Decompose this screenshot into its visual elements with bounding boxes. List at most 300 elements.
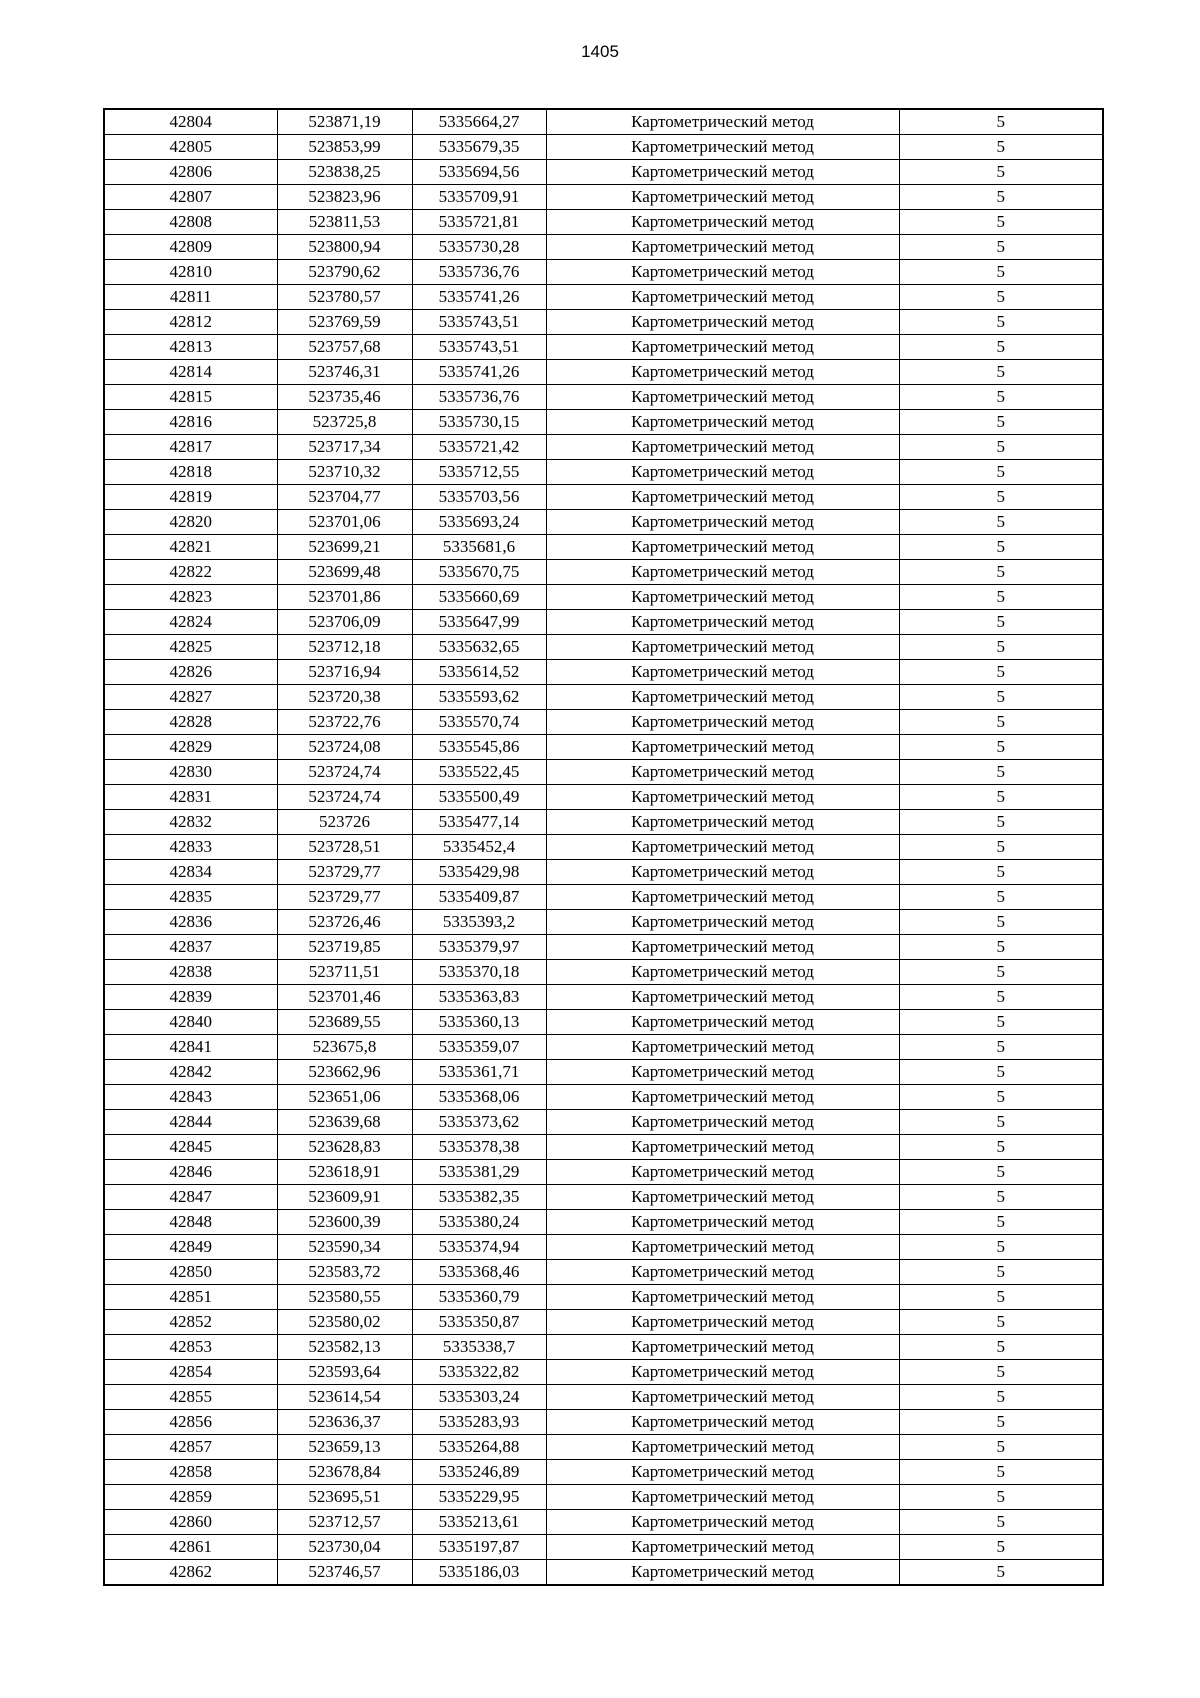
- method-cell: Картометрический метод: [546, 1485, 899, 1510]
- y-coordinate-cell: 5335322,82: [412, 1360, 546, 1385]
- point-number-cell: 42806: [104, 160, 277, 185]
- accuracy-cell: 5: [899, 960, 1103, 985]
- y-coordinate-cell: 5335741,26: [412, 285, 546, 310]
- y-coordinate-cell: 5335360,79: [412, 1285, 546, 1310]
- y-coordinate-cell: 5335360,13: [412, 1010, 546, 1035]
- method-cell: Картометрический метод: [546, 885, 899, 910]
- point-number-cell: 42807: [104, 185, 277, 210]
- accuracy-cell: 5: [899, 460, 1103, 485]
- y-coordinate-cell: 5335712,55: [412, 460, 546, 485]
- x-coordinate-cell: 523871,19: [277, 109, 412, 135]
- table-row: [104, 885, 1103, 910]
- page-number: 1405: [581, 42, 619, 61]
- accuracy-cell: 5: [899, 1435, 1103, 1460]
- table-row: [104, 485, 1103, 510]
- y-coordinate-cell: 5335213,61: [412, 1510, 546, 1535]
- table-row: [104, 260, 1103, 285]
- accuracy-cell: 5: [899, 1060, 1103, 1085]
- point-number-cell: 42822: [104, 560, 277, 585]
- table-row: [104, 785, 1103, 810]
- accuracy-cell: 5: [899, 835, 1103, 860]
- y-coordinate-cell: 5335647,99: [412, 610, 546, 635]
- method-cell: Картометрический метод: [546, 910, 899, 935]
- x-coordinate-cell: 523580,55: [277, 1285, 412, 1310]
- point-number-cell: 42835: [104, 885, 277, 910]
- accuracy-cell: 5: [899, 735, 1103, 760]
- table-row: [104, 160, 1103, 185]
- x-coordinate-cell: 523716,94: [277, 660, 412, 685]
- x-coordinate-cell: 523590,34: [277, 1235, 412, 1260]
- y-coordinate-cell: 5335736,76: [412, 385, 546, 410]
- accuracy-cell: 5: [899, 1535, 1103, 1560]
- x-coordinate-cell: 523790,62: [277, 260, 412, 285]
- x-coordinate-cell: 523712,18: [277, 635, 412, 660]
- accuracy-cell: 5: [899, 1360, 1103, 1385]
- y-coordinate-cell: 5335283,93: [412, 1410, 546, 1435]
- y-coordinate-cell: 5335374,94: [412, 1235, 546, 1260]
- table-row: [104, 1510, 1103, 1535]
- x-coordinate-cell: 523593,64: [277, 1360, 412, 1385]
- y-coordinate-cell: 5335743,51: [412, 310, 546, 335]
- accuracy-cell: 5: [899, 1335, 1103, 1360]
- y-coordinate-cell: 5335614,52: [412, 660, 546, 685]
- table-row: [104, 1285, 1103, 1310]
- method-cell: Картометрический метод: [546, 260, 899, 285]
- method-cell: Картометрический метод: [546, 935, 899, 960]
- point-number-cell: 42816: [104, 410, 277, 435]
- point-number-cell: 42826: [104, 660, 277, 685]
- point-number-cell: 42855: [104, 1385, 277, 1410]
- table-row: [104, 1485, 1103, 1510]
- method-cell: Картометрический метод: [546, 1110, 899, 1135]
- point-number-cell: 42849: [104, 1235, 277, 1260]
- method-cell: Картометрический метод: [546, 1460, 899, 1485]
- accuracy-cell: 5: [899, 1235, 1103, 1260]
- table-row: [104, 535, 1103, 560]
- y-coordinate-cell: 5335694,56: [412, 160, 546, 185]
- x-coordinate-cell: 523735,46: [277, 385, 412, 410]
- accuracy-cell: 5: [899, 510, 1103, 535]
- table-row: [104, 410, 1103, 435]
- accuracy-cell: 5: [899, 285, 1103, 310]
- accuracy-cell: 5: [899, 210, 1103, 235]
- accuracy-cell: 5: [899, 1160, 1103, 1185]
- accuracy-cell: 5: [899, 1285, 1103, 1310]
- accuracy-cell: 5: [899, 885, 1103, 910]
- x-coordinate-cell: 523699,21: [277, 535, 412, 560]
- y-coordinate-cell: 5335409,87: [412, 885, 546, 910]
- accuracy-cell: 5: [899, 535, 1103, 560]
- method-cell: Картометрический метод: [546, 460, 899, 485]
- accuracy-cell: 5: [899, 785, 1103, 810]
- accuracy-cell: 5: [899, 410, 1103, 435]
- x-coordinate-cell: 523689,55: [277, 1010, 412, 1035]
- accuracy-cell: 5: [899, 860, 1103, 885]
- table-row: [104, 985, 1103, 1010]
- x-coordinate-cell: 523701,46: [277, 985, 412, 1010]
- point-number-cell: 42844: [104, 1110, 277, 1135]
- accuracy-cell: 5: [899, 235, 1103, 260]
- accuracy-cell: 5: [899, 1260, 1103, 1285]
- point-number-cell: 42839: [104, 985, 277, 1010]
- point-number-cell: 42809: [104, 235, 277, 260]
- point-number-cell: 42819: [104, 485, 277, 510]
- table-row: [104, 610, 1103, 635]
- point-number-cell: 42833: [104, 835, 277, 860]
- method-cell: Картометрический метод: [546, 635, 899, 660]
- x-coordinate-cell: 523720,38: [277, 685, 412, 710]
- accuracy-cell: 5: [899, 910, 1103, 935]
- x-coordinate-cell: 523582,13: [277, 1335, 412, 1360]
- point-number-cell: 42841: [104, 1035, 277, 1060]
- y-coordinate-cell: 5335660,69: [412, 585, 546, 610]
- method-cell: Картометрический метод: [546, 985, 899, 1010]
- x-coordinate-cell: 523728,51: [277, 835, 412, 860]
- accuracy-cell: 5: [899, 1510, 1103, 1535]
- y-coordinate-cell: 5335197,87: [412, 1535, 546, 1560]
- y-coordinate-cell: 5335593,62: [412, 685, 546, 710]
- table-row: [104, 1385, 1103, 1410]
- x-coordinate-cell: 523678,84: [277, 1460, 412, 1485]
- y-coordinate-cell: 5335681,6: [412, 535, 546, 560]
- method-cell: Картометрический метод: [546, 485, 899, 510]
- table-row: [104, 385, 1103, 410]
- point-number-cell: 42810: [104, 260, 277, 285]
- y-coordinate-cell: 5335350,87: [412, 1310, 546, 1335]
- y-coordinate-cell: 5335703,56: [412, 485, 546, 510]
- x-coordinate-cell: 523639,68: [277, 1110, 412, 1135]
- x-coordinate-cell: 523614,54: [277, 1385, 412, 1410]
- table-row: [104, 635, 1103, 660]
- accuracy-cell: 5: [899, 1135, 1103, 1160]
- accuracy-cell: 5: [899, 760, 1103, 785]
- accuracy-cell: 5: [899, 635, 1103, 660]
- method-cell: Картометрический метод: [546, 160, 899, 185]
- accuracy-cell: 5: [899, 585, 1103, 610]
- method-cell: Картометрический метод: [546, 185, 899, 210]
- accuracy-cell: 5: [899, 560, 1103, 585]
- point-number-cell: 42852: [104, 1310, 277, 1335]
- x-coordinate-cell: 523800,94: [277, 235, 412, 260]
- y-coordinate-cell: 5335570,74: [412, 710, 546, 735]
- table-row: [104, 1435, 1103, 1460]
- method-cell: Картометрический метод: [546, 435, 899, 460]
- point-number-cell: 42811: [104, 285, 277, 310]
- method-cell: Картометрический метод: [546, 835, 899, 860]
- point-number-cell: 42845: [104, 1135, 277, 1160]
- method-cell: Картометрический метод: [546, 810, 899, 835]
- x-coordinate-cell: 523724,08: [277, 735, 412, 760]
- x-coordinate-cell: 523699,48: [277, 560, 412, 585]
- point-number-cell: 42853: [104, 1335, 277, 1360]
- table-row: [104, 1210, 1103, 1235]
- y-coordinate-cell: 5335743,51: [412, 335, 546, 360]
- y-coordinate-cell: 5335721,42: [412, 435, 546, 460]
- y-coordinate-cell: 5335730,28: [412, 235, 546, 260]
- x-coordinate-cell: 523729,77: [277, 860, 412, 885]
- accuracy-cell: 5: [899, 710, 1103, 735]
- accuracy-cell: 5: [899, 1410, 1103, 1435]
- x-coordinate-cell: 523724,74: [277, 785, 412, 810]
- point-number-cell: 42836: [104, 910, 277, 935]
- x-coordinate-cell: 523701,06: [277, 510, 412, 535]
- point-number-cell: 42821: [104, 535, 277, 560]
- accuracy-cell: 5: [899, 160, 1103, 185]
- method-cell: Картометрический метод: [546, 1135, 899, 1160]
- point-number-cell: 42856: [104, 1410, 277, 1435]
- point-number-cell: 42815: [104, 385, 277, 410]
- x-coordinate-cell: 523675,8: [277, 1035, 412, 1060]
- table-row: [104, 1135, 1103, 1160]
- x-coordinate-cell: 523659,13: [277, 1435, 412, 1460]
- method-cell: Картометрический метод: [546, 1435, 899, 1460]
- point-number-cell: 42827: [104, 685, 277, 710]
- y-coordinate-cell: 5335380,24: [412, 1210, 546, 1235]
- y-coordinate-cell: 5335736,76: [412, 260, 546, 285]
- x-coordinate-cell: 523719,85: [277, 935, 412, 960]
- y-coordinate-cell: 5335359,07: [412, 1035, 546, 1060]
- y-coordinate-cell: 5335368,46: [412, 1260, 546, 1285]
- table-row: [104, 960, 1103, 985]
- method-cell: Картометрический метод: [546, 535, 899, 560]
- accuracy-cell: 5: [899, 810, 1103, 835]
- x-coordinate-cell: 523662,96: [277, 1060, 412, 1085]
- x-coordinate-cell: 523730,04: [277, 1535, 412, 1560]
- table-row: [104, 810, 1103, 835]
- table-row: [104, 1160, 1103, 1185]
- accuracy-cell: 5: [899, 435, 1103, 460]
- table-row: [104, 460, 1103, 485]
- table-row: [104, 1335, 1103, 1360]
- point-number-cell: 42860: [104, 1510, 277, 1535]
- method-cell: Картометрический метод: [546, 1210, 899, 1235]
- x-coordinate-cell: 523811,53: [277, 210, 412, 235]
- y-coordinate-cell: 5335721,81: [412, 210, 546, 235]
- point-number-cell: 42824: [104, 610, 277, 635]
- point-number-cell: 42831: [104, 785, 277, 810]
- y-coordinate-cell: 5335730,15: [412, 410, 546, 435]
- point-number-cell: 42829: [104, 735, 277, 760]
- point-number-cell: 42847: [104, 1185, 277, 1210]
- x-coordinate-cell: 523704,77: [277, 485, 412, 510]
- method-cell: Картометрический метод: [546, 410, 899, 435]
- method-cell: Картометрический метод: [546, 1560, 899, 1586]
- x-coordinate-cell: 523746,57: [277, 1560, 412, 1586]
- point-number-cell: 42848: [104, 1210, 277, 1235]
- point-number-cell: 42818: [104, 460, 277, 485]
- point-number-cell: 42832: [104, 810, 277, 835]
- y-coordinate-cell: 5335429,98: [412, 860, 546, 885]
- point-number-cell: 42820: [104, 510, 277, 535]
- x-coordinate-cell: 523746,31: [277, 360, 412, 385]
- accuracy-cell: 5: [899, 935, 1103, 960]
- method-cell: Картометрический метод: [546, 1510, 899, 1535]
- coordinates-table: [103, 108, 1104, 1586]
- method-cell: Картометрический метод: [546, 1310, 899, 1335]
- table-row: [104, 685, 1103, 710]
- x-coordinate-cell: 523712,57: [277, 1510, 412, 1535]
- table-row: [104, 1560, 1103, 1586]
- y-coordinate-cell: 5335477,14: [412, 810, 546, 835]
- y-coordinate-cell: 5335664,27: [412, 109, 546, 135]
- method-cell: Картометрический метод: [546, 1410, 899, 1435]
- accuracy-cell: 5: [899, 310, 1103, 335]
- y-coordinate-cell: 5335264,88: [412, 1435, 546, 1460]
- method-cell: Картометрический метод: [546, 710, 899, 735]
- point-number-cell: 42825: [104, 635, 277, 660]
- point-number-cell: 42813: [104, 335, 277, 360]
- method-cell: Картометрический метод: [546, 310, 899, 335]
- table-row: [104, 735, 1103, 760]
- method-cell: Картометрический метод: [546, 1160, 899, 1185]
- accuracy-cell: 5: [899, 135, 1103, 160]
- y-coordinate-cell: 5335393,2: [412, 910, 546, 935]
- accuracy-cell: 5: [899, 610, 1103, 635]
- point-number-cell: 42808: [104, 210, 277, 235]
- accuracy-cell: 5: [899, 185, 1103, 210]
- point-number-cell: 42838: [104, 960, 277, 985]
- x-coordinate-cell: 523769,59: [277, 310, 412, 335]
- y-coordinate-cell: 5335693,24: [412, 510, 546, 535]
- x-coordinate-cell: 523717,34: [277, 435, 412, 460]
- table-row: [104, 1260, 1103, 1285]
- x-coordinate-cell: 523636,37: [277, 1410, 412, 1435]
- point-number-cell: 42840: [104, 1010, 277, 1035]
- accuracy-cell: 5: [899, 109, 1103, 135]
- accuracy-cell: 5: [899, 485, 1103, 510]
- accuracy-cell: 5: [899, 985, 1103, 1010]
- point-number-cell: 42854: [104, 1360, 277, 1385]
- table-row: [104, 1535, 1103, 1560]
- y-coordinate-cell: 5335370,18: [412, 960, 546, 985]
- x-coordinate-cell: 523726: [277, 810, 412, 835]
- x-coordinate-cell: 523853,99: [277, 135, 412, 160]
- y-coordinate-cell: 5335378,38: [412, 1135, 546, 1160]
- x-coordinate-cell: 523780,57: [277, 285, 412, 310]
- table-row: [104, 435, 1103, 460]
- method-cell: Картометрический метод: [546, 860, 899, 885]
- point-number-cell: 42804: [104, 109, 277, 135]
- x-coordinate-cell: 523725,8: [277, 410, 412, 435]
- method-cell: Картометрический метод: [546, 1235, 899, 1260]
- method-cell: Картометрический метод: [546, 960, 899, 985]
- point-number-cell: 42851: [104, 1285, 277, 1310]
- method-cell: Картометрический метод: [546, 610, 899, 635]
- x-coordinate-cell: 523729,77: [277, 885, 412, 910]
- table-row: [104, 835, 1103, 860]
- method-cell: Картометрический метод: [546, 685, 899, 710]
- y-coordinate-cell: 5335670,75: [412, 560, 546, 585]
- point-number-cell: 42817: [104, 435, 277, 460]
- point-number-cell: 42823: [104, 585, 277, 610]
- x-coordinate-cell: 523722,76: [277, 710, 412, 735]
- point-number-cell: 42846: [104, 1160, 277, 1185]
- accuracy-cell: 5: [899, 360, 1103, 385]
- y-coordinate-cell: 5335741,26: [412, 360, 546, 385]
- method-cell: Картометрический метод: [546, 1535, 899, 1560]
- method-cell: Картометрический метод: [546, 1285, 899, 1310]
- method-cell: Картометрический метод: [546, 285, 899, 310]
- y-coordinate-cell: 5335338,7: [412, 1335, 546, 1360]
- x-coordinate-cell: 523628,83: [277, 1135, 412, 1160]
- y-coordinate-cell: 5335381,29: [412, 1160, 546, 1185]
- table-row: [104, 760, 1103, 785]
- table-row: [104, 335, 1103, 360]
- x-coordinate-cell: 523710,32: [277, 460, 412, 485]
- accuracy-cell: 5: [899, 1185, 1103, 1210]
- point-number-cell: 42843: [104, 1085, 277, 1110]
- method-cell: Картометрический метод: [546, 785, 899, 810]
- point-number-cell: 42805: [104, 135, 277, 160]
- table-row: [104, 1060, 1103, 1085]
- x-coordinate-cell: 523726,46: [277, 910, 412, 935]
- accuracy-cell: 5: [899, 1485, 1103, 1510]
- method-cell: Картометрический метод: [546, 360, 899, 385]
- accuracy-cell: 5: [899, 1385, 1103, 1410]
- accuracy-cell: 5: [899, 1110, 1103, 1135]
- method-cell: Картометрический метод: [546, 1360, 899, 1385]
- method-cell: Картометрический метод: [546, 1035, 899, 1060]
- y-coordinate-cell: 5335303,24: [412, 1385, 546, 1410]
- point-number-cell: 42834: [104, 860, 277, 885]
- point-number-cell: 42861: [104, 1535, 277, 1560]
- table-row: [104, 1360, 1103, 1385]
- y-coordinate-cell: 5335632,65: [412, 635, 546, 660]
- accuracy-cell: 5: [899, 1085, 1103, 1110]
- table-row: [104, 310, 1103, 335]
- point-number-cell: 42828: [104, 710, 277, 735]
- y-coordinate-cell: 5335522,45: [412, 760, 546, 785]
- y-coordinate-cell: 5335679,35: [412, 135, 546, 160]
- accuracy-cell: 5: [899, 685, 1103, 710]
- table-row: [104, 1410, 1103, 1435]
- table-row: [104, 1085, 1103, 1110]
- table-row: [104, 510, 1103, 535]
- method-cell: Картометрический метод: [546, 109, 899, 135]
- table-row: [104, 135, 1103, 160]
- y-coordinate-cell: 5335186,03: [412, 1560, 546, 1586]
- x-coordinate-cell: 523706,09: [277, 610, 412, 635]
- method-cell: Картометрический метод: [546, 585, 899, 610]
- y-coordinate-cell: 5335452,4: [412, 835, 546, 860]
- x-coordinate-cell: 523757,68: [277, 335, 412, 360]
- y-coordinate-cell: 5335363,83: [412, 985, 546, 1010]
- method-cell: Картометрический метод: [546, 560, 899, 585]
- table-row: [104, 560, 1103, 585]
- y-coordinate-cell: 5335709,91: [412, 185, 546, 210]
- accuracy-cell: 5: [899, 1010, 1103, 1035]
- table-row: [104, 585, 1103, 610]
- y-coordinate-cell: 5335382,35: [412, 1185, 546, 1210]
- method-cell: Картометрический метод: [546, 1060, 899, 1085]
- accuracy-cell: 5: [899, 660, 1103, 685]
- y-coordinate-cell: 5335500,49: [412, 785, 546, 810]
- method-cell: Картометрический метод: [546, 660, 899, 685]
- point-number-cell: 42812: [104, 310, 277, 335]
- x-coordinate-cell: 523580,02: [277, 1310, 412, 1335]
- y-coordinate-cell: 5335246,89: [412, 1460, 546, 1485]
- y-coordinate-cell: 5335229,95: [412, 1485, 546, 1510]
- x-coordinate-cell: 523651,06: [277, 1085, 412, 1110]
- point-number-cell: 42859: [104, 1485, 277, 1510]
- table-row: [104, 109, 1103, 135]
- x-coordinate-cell: 523701,86: [277, 585, 412, 610]
- table-row: [104, 1010, 1103, 1035]
- table-row: [104, 935, 1103, 960]
- table-row: [104, 210, 1103, 235]
- table-row: [104, 1310, 1103, 1335]
- table-row: [104, 1185, 1103, 1210]
